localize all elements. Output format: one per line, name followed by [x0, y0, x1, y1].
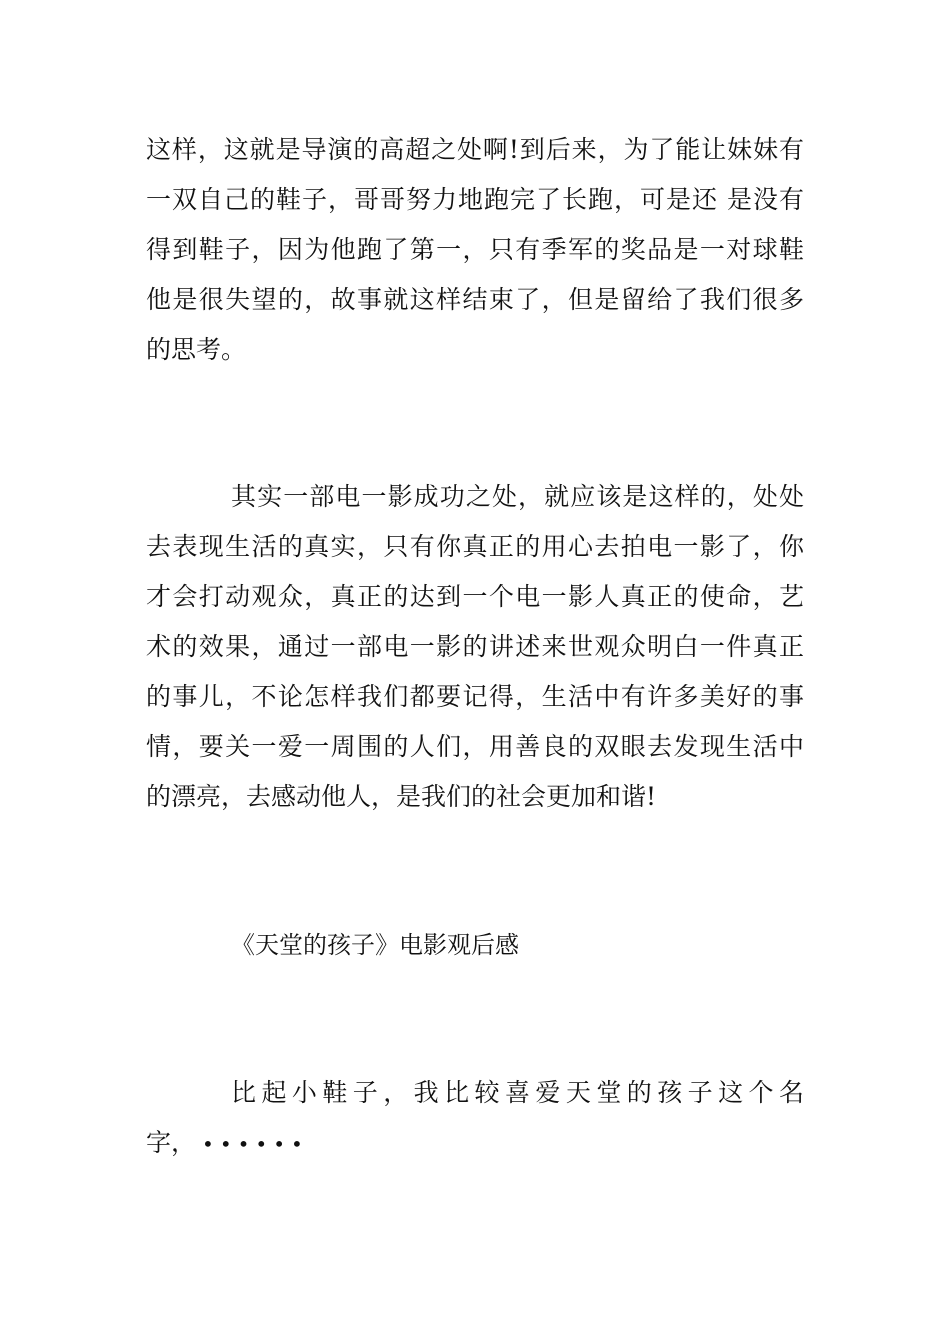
paragraph3-text: 字， — [146, 1128, 197, 1157]
paragraph2-line: 才会打动观众，真正的达到一个电一影人真正的使命，艺 — [146, 582, 804, 611]
ellipsis-dots: •••••• — [202, 1132, 309, 1156]
paragraph2-line: 的漂亮，去感动他人，是我们的社会更加和谐! — [146, 782, 657, 811]
paragraph1-line: 一双自己的鞋子，哥哥努力地跑完了长跑，可是还 是没有 — [146, 185, 804, 214]
paragraph2-line: 其实一部电一影成功之处，就应该是这样的，处处 — [231, 482, 804, 511]
paragraph1-line: 这样，这就是导演的高超之处啊!到后来，为了能让妹妹有 — [146, 135, 804, 164]
paragraph2-line: 的事儿，不论怎样我们都要记得，生活中有许多美好的事 — [146, 682, 804, 711]
paragraph1-line: 得到鞋子，因为他跑了第一，只有季军的奖品是一对球鞋 — [146, 235, 804, 264]
paragraph3-line-2 — [146, 1128, 309, 1159]
paragraph2-line: 术的效果，通过一部电一影的讲述来世观众明白一件真正 — [146, 632, 804, 661]
paragraph3-line: 比起小鞋子，我比较喜爱天堂的孩子这个名 — [231, 1078, 804, 1107]
paragraph1-line: 的思考。 — [146, 335, 247, 364]
paragraph2-line: 情，要关一爱一周围的人们，用善良的双眼去发现生活中 — [146, 732, 804, 761]
paragraph1-line: 他是很失望的，故事就这样结束了，但是留给了我们很多 — [146, 285, 804, 314]
paragraph2-line: 去表现生活的真实，只有你真正的用心去拍电一影了，你 — [146, 532, 804, 561]
section-title: 《天堂的孩子》电影观后感 — [231, 931, 519, 959]
